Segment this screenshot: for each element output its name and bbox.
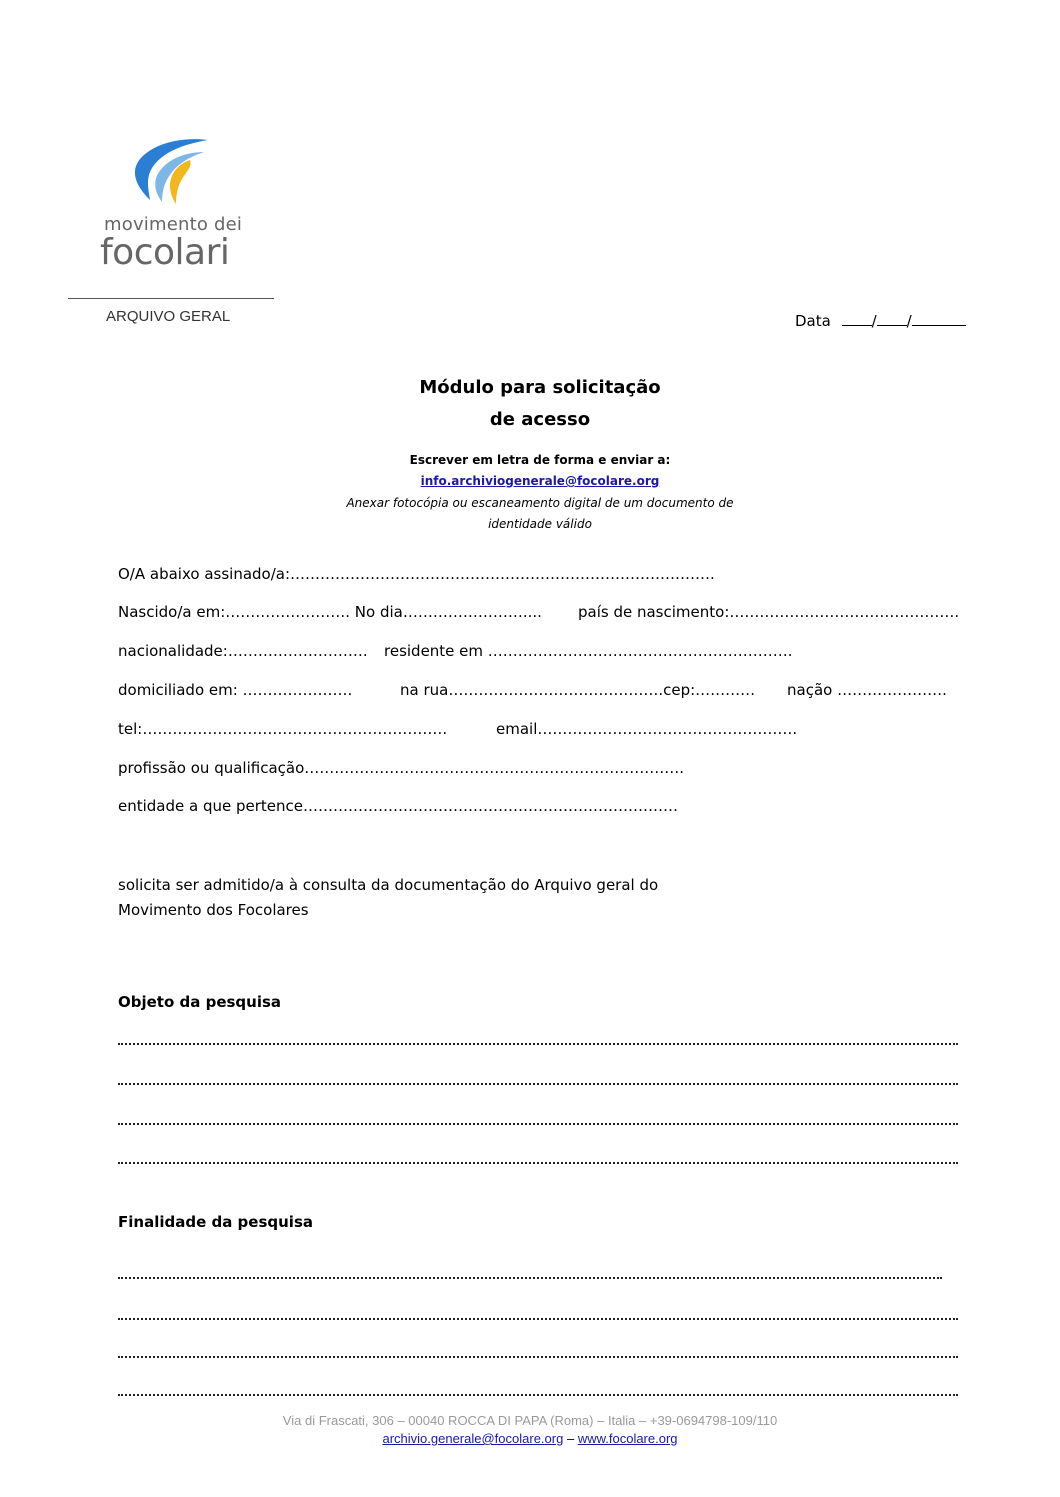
born-in-field[interactable]: Nascido/a em:……………………. No dia…………………….... [118, 603, 542, 621]
signer-field[interactable]: O/A abaixo assinado/a:…………………………………………………………………………. [118, 565, 715, 583]
footer-links [160, 1431, 900, 1446]
object-line[interactable] [118, 1162, 958, 1164]
archive-email-link[interactable]: info.archiviogenerale@focolare.org [420, 474, 660, 488]
instructions-line1: Escrever em letra de forma e enviar a: [409, 453, 671, 467]
object-section-heading: Objeto da pesquisa [118, 993, 282, 1011]
object-line[interactable] [118, 1043, 958, 1045]
date-label: Data [795, 312, 831, 330]
nationality-field[interactable]: nacionalidade:………………………. [118, 642, 368, 660]
brand-line1: movimento dei [104, 214, 243, 235]
nation-field[interactable]: nação …………………. [787, 681, 947, 699]
footer-separator: – [566, 1431, 575, 1446]
brand-line2: focolari [100, 232, 230, 273]
footer-address: Via di Frascati, 306 – 00040 ROCCA DI PAPA (Roma) – Italia – +39-0694798-109/110 [282, 1413, 778, 1428]
request-line2: Movimento dos Focolares [118, 901, 309, 919]
date-month-blank[interactable] [877, 311, 907, 326]
email-field[interactable]: email……………………………………………. [496, 720, 798, 738]
instructions-line4: identidade válido [488, 517, 592, 531]
birth-country-field[interactable]: país de nascimento:………………………………………. [578, 603, 960, 621]
header-divider [68, 298, 274, 299]
date-day-blank[interactable] [842, 311, 872, 326]
domicile-field[interactable]: domiciliado em: …………………. [118, 681, 353, 699]
date-year-blank[interactable] [912, 311, 966, 326]
footer-website-link[interactable]: www.focolare.org [577, 1431, 678, 1446]
object-line[interactable] [118, 1123, 958, 1125]
footer-email-link[interactable]: archivio.generale@focolare.org [382, 1431, 564, 1446]
tel-field[interactable]: tel:……………………………………………………. [118, 720, 448, 738]
archive-label: ARQUIVO GERAL [106, 308, 231, 325]
form-title-line1: Módulo para solicitação [419, 377, 661, 398]
entity-field[interactable]: entidade a que pertence………………………………………………………………… [118, 797, 679, 815]
purpose-line[interactable] [118, 1394, 958, 1396]
street-field[interactable]: na rua…………………………………….cep:………… [400, 681, 756, 699]
purpose-line[interactable] [118, 1277, 942, 1279]
date-field[interactable]: Data / / [795, 311, 966, 330]
instructions-line3: Anexar fotocópia ou escaneamento digital de um documento de [346, 496, 734, 510]
resident-field[interactable]: residente em ……………………………………………………. [384, 642, 793, 660]
form-title-line2: de acesso [489, 409, 591, 430]
focolari-logo-mark-icon [130, 138, 212, 208]
instructions-email-row [240, 474, 840, 488]
profession-field[interactable]: profissão ou qualificação…………………………………………………………………. [118, 759, 685, 777]
request-line1: solicita ser admitido/a à consulta da documentação do Arquivo geral do [118, 876, 659, 894]
purpose-section-heading: Finalidade da pesquisa [118, 1213, 313, 1231]
purpose-line[interactable] [118, 1318, 958, 1320]
purpose-line[interactable] [118, 1356, 958, 1358]
object-line[interactable] [118, 1083, 958, 1085]
